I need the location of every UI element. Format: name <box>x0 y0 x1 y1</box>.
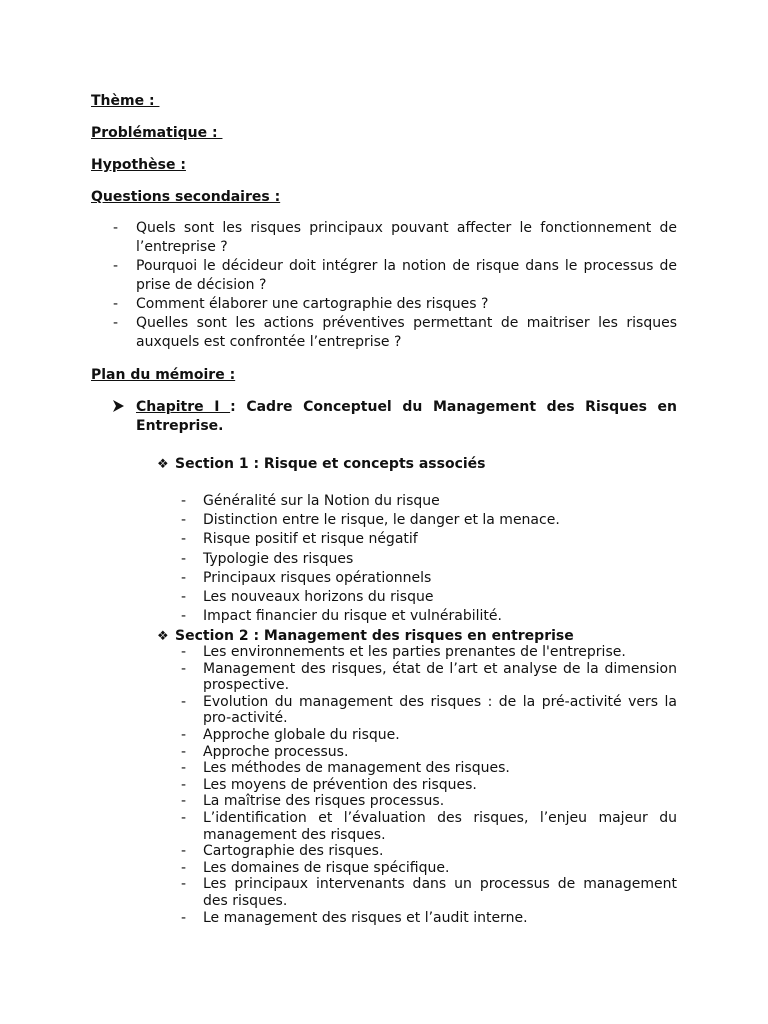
dash-bullet: - <box>181 859 187 876</box>
item-text: Risque positif et risque négatif <box>203 531 418 548</box>
dash-bullet: - <box>181 743 187 760</box>
dash-bullet: - <box>181 569 187 586</box>
chapter-name: : Cadre Conceptuel du Management des Risques en Entreprise. <box>136 399 677 434</box>
item-text: Typologie des risques <box>203 550 354 567</box>
list-item <box>177 843 677 860</box>
section-1-list <box>177 492 677 626</box>
section-2-list <box>177 644 677 926</box>
question-text: Pourquoi le décideur doit intégrer la notion de risque dans le processus de prise de décision ? <box>136 258 677 293</box>
chapter-label: Chapitre I <box>136 399 231 415</box>
list-item <box>177 492 677 511</box>
list-item <box>91 295 677 314</box>
item-text: Les environnements et les parties prenantes de l'entreprise. <box>203 644 626 660</box>
list-item <box>91 314 677 352</box>
item-text: Les moyens de prévention des risques. <box>203 776 477 793</box>
item-text: La maîtrise des risques processus. <box>203 793 445 810</box>
question-text: Quelles sont les actions préventives permettant de maitriser les risques auxquels est confrontée l’entreprise ? <box>136 315 677 350</box>
dash-bullet: - <box>181 644 187 660</box>
dash-bullet: - <box>181 909 187 926</box>
list-item <box>177 910 677 927</box>
item-text: Approche processus. <box>203 743 349 760</box>
item-text: L’identification et l’évaluation des risques, l’enjeu majeur du management des risques. <box>203 809 677 843</box>
dash-bullet: - <box>113 315 119 331</box>
chapter-title <box>111 398 677 436</box>
dash-bullet: - <box>181 809 187 826</box>
list-item <box>91 257 677 295</box>
section-1-title <box>157 455 486 474</box>
dash-bullet: - <box>181 531 187 548</box>
heading-theme: Thème : <box>91 93 160 109</box>
item-text: Les méthodes de management des risques. <box>203 760 510 777</box>
list-item <box>177 511 677 530</box>
question-text: Comment élaborer une cartographie des risques ? <box>136 296 489 312</box>
list-item <box>177 661 677 694</box>
diamond-bullet-icon: ❖ <box>157 457 169 472</box>
arrowhead-bullet-icon <box>111 399 125 413</box>
dash-bullet: - <box>113 258 119 274</box>
item-text: Les nouveaux horizons du risque <box>203 589 434 606</box>
heading-plan-du-memoire: Plan du mémoire : <box>91 367 236 383</box>
heading-hypothese: Hypothèse : <box>91 157 186 173</box>
list-item <box>177 810 677 843</box>
diamond-bullet-icon: ❖ <box>157 629 169 644</box>
item-text: Les principaux intervenants dans un processus de management des risques. <box>203 876 677 909</box>
dash-bullet: - <box>181 608 187 625</box>
item-text: Principaux risques opérationnels <box>203 569 432 586</box>
dash-bullet: - <box>113 296 119 312</box>
dash-bullet: - <box>181 726 187 743</box>
list-item <box>177 694 677 727</box>
list-item <box>177 727 677 744</box>
list-item <box>177 569 677 588</box>
list-item <box>177 644 677 661</box>
list-item <box>91 219 677 257</box>
dash-bullet: - <box>181 776 187 793</box>
list-item <box>177 860 677 877</box>
item-text: Evolution du management des risques : de la pré-activité vers la pro-activité. <box>203 693 677 727</box>
item-text: Les domaines de risque spécifique. <box>203 859 450 876</box>
list-item <box>177 744 677 761</box>
question-text: Quels sont les risques principaux pouvant affecter le fonctionnement de l’entreprise ? <box>136 220 677 255</box>
dash-bullet: - <box>181 660 187 677</box>
item-text: Management des risques, état de l’art et analyse de la dimension prospective. <box>203 660 677 694</box>
dash-bullet: - <box>181 693 187 710</box>
list-item <box>177 607 677 626</box>
dash-bullet: - <box>181 793 187 810</box>
list-item <box>177 760 677 777</box>
item-text: Cartographie des risques. <box>203 843 384 860</box>
heading-questions-secondaires: Questions secondaires : <box>91 189 281 205</box>
dash-bullet: - <box>181 550 187 567</box>
item-text: Distinction entre le risque, le danger et la menace. <box>203 512 560 529</box>
dash-bullet: - <box>181 589 187 606</box>
dash-bullet: - <box>113 220 119 236</box>
item-text: Le management des risques et l’audit interne. <box>203 909 528 926</box>
heading-problematique: Problématique : <box>91 125 223 141</box>
dash-bullet: - <box>181 493 187 509</box>
dash-bullet: - <box>181 843 187 860</box>
item-text: Impact financier du risque et vulnérabilité. <box>203 608 502 625</box>
list-item <box>177 876 677 909</box>
dash-bullet: - <box>181 876 187 893</box>
dash-bullet: - <box>181 760 187 777</box>
list-item <box>177 588 677 607</box>
list-item <box>177 530 677 549</box>
list-item <box>177 793 677 810</box>
questions-list <box>91 219 677 352</box>
list-item <box>177 550 677 569</box>
item-text: Approche globale du risque. <box>203 726 400 743</box>
dash-bullet: - <box>181 512 187 529</box>
section-1-label: Section 1 : Risque et concepts associés <box>175 456 486 472</box>
item-text: Généralité sur la Notion du risque <box>203 493 440 509</box>
section-2-label: Section 2 : Management des risques en entreprise <box>175 628 574 644</box>
list-item <box>177 777 677 794</box>
